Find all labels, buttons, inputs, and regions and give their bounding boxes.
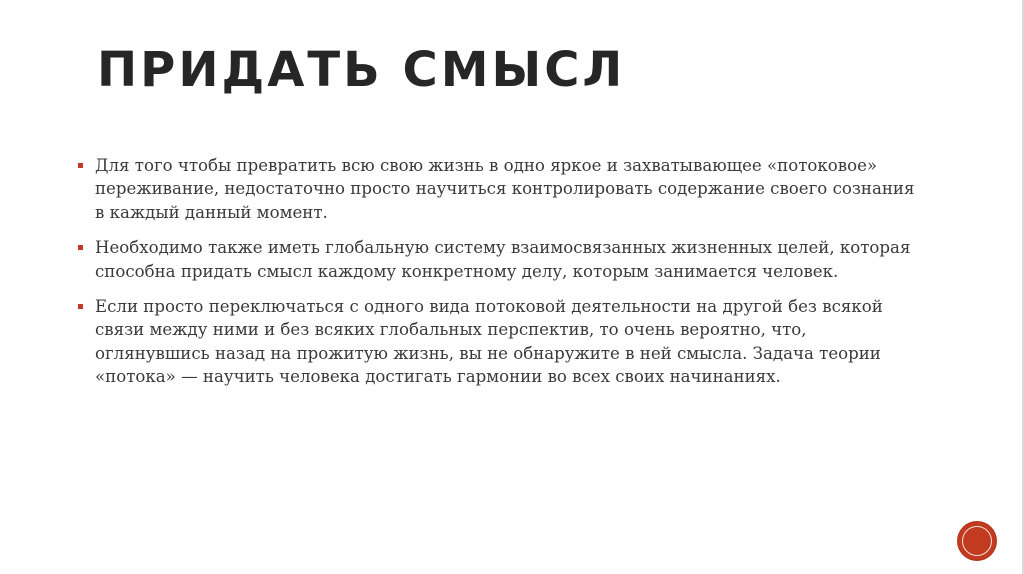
square-bullet-icon [78,245,83,250]
page-badge-ring [962,526,992,556]
bullet-text: Необходимо также иметь глобальную систему взаимосвязанных жизненных целей, которая способна придать смысл каждому конкретному делу, которым занимается человек. [95,238,911,281]
square-bullet-icon [78,304,83,309]
square-bullet-icon [78,163,83,168]
bullet-text: Если просто переключаться с одного вида потоковой деятельности на другой без всякой связи между ними и без всяких глобальных перспектив, то очень вероятно, что, оглянувшись назад на прожитую жизнь, вы не обнаружите в ней смысла. Задача теории «потока» — научить человека достигать гармонии во всех своих начинаниях. [95,297,883,387]
slide-title: ПРИДАТЬ СМЫСЛ [97,42,626,98]
page-badge-icon [958,522,996,560]
bullet-list [76,154,926,401]
bullet-text: Для того чтобы превратить всю свою жизнь в одно яркое и захватывающее «потоковое» переживание, недостаточно просто научиться контролировать содержание своего сознания в каждый данный момент. [95,156,915,222]
bullet-item [76,295,926,389]
bullet-item [76,154,926,224]
bullet-item [76,236,926,283]
